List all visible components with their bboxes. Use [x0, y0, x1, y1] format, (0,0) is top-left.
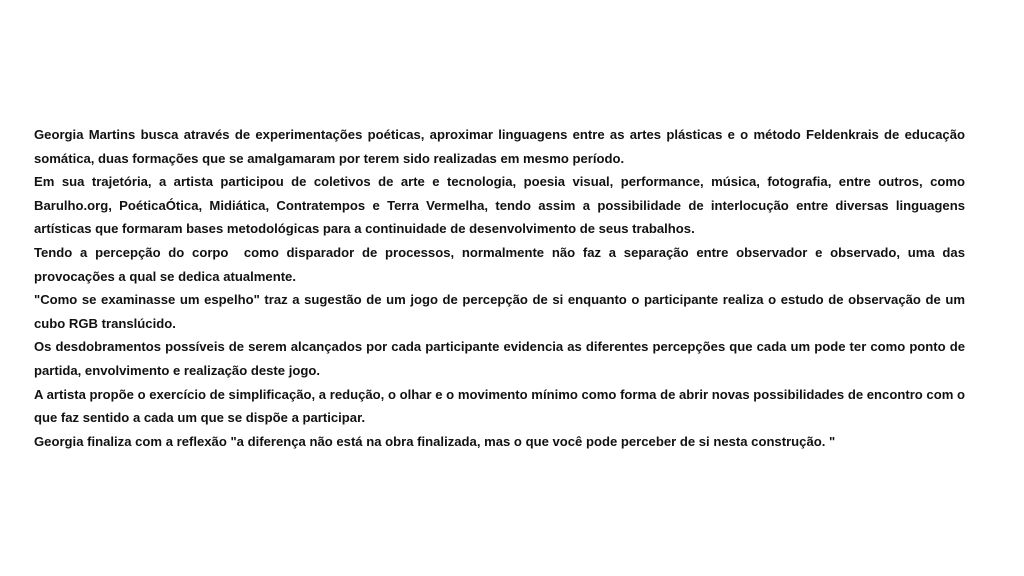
paragraph-trajectory: Em sua trajetória, a artista participou de coletivos de arte e tecnologia, poesia visual, performance, música, fotografia, entre outros, como Barulho.org, PoéticaÓtica, Midiática, Contratempos e Terra Vermelha, tendo assim a possibilidade de interlocução entre diversas linguagens artísticas que formaram bases metodológicas para a continuidade de desenvolvimento de seus trabalhos.: [34, 174, 969, 237]
paragraph-unfoldings: Os desdobramentos possíveis de serem alcançados por cada participante evidencia as diferentes percepções que cada um pode ter como ponto de partida, envolvimento e realização deste jogo.: [34, 339, 969, 378]
artist-statement: [34, 123, 969, 453]
paragraph-mirror: "Como se examinasse um espelho" traz a sugestão de um jogo de percepção de si enquanto o participante realiza o estudo de observação de um cubo RGB translúcido.: [34, 292, 969, 331]
paragraph-simplification: A artista propõe o exercício de simplificação, a redução, o olhar e o movimento mínimo como forma de abrir novas possibilidades de encontro com o que faz sentido a cada um que se dispõe a participar.: [34, 386, 969, 426]
paragraph-intro: Georgia Martins busca através de experimentações poéticas, aproximar linguagens entre as artes plásticas e o método Feldenkrais de educação somática, duas formações que se amalgamaram por terem sido realizadas em mesmo período.: [34, 127, 969, 166]
paragraph-body-perception: Tendo a percepção do corpo como disparador de processos, normalmente não faz a separação entre observador e observado, uma das provocações a qual se dedica atualmente.: [34, 244, 969, 284]
paragraph-conclusion: Georgia finaliza com a reflexão "a diferença não está na obra finalizada, mas o que você pode perceber de si nesta construção. ": [34, 433, 836, 449]
